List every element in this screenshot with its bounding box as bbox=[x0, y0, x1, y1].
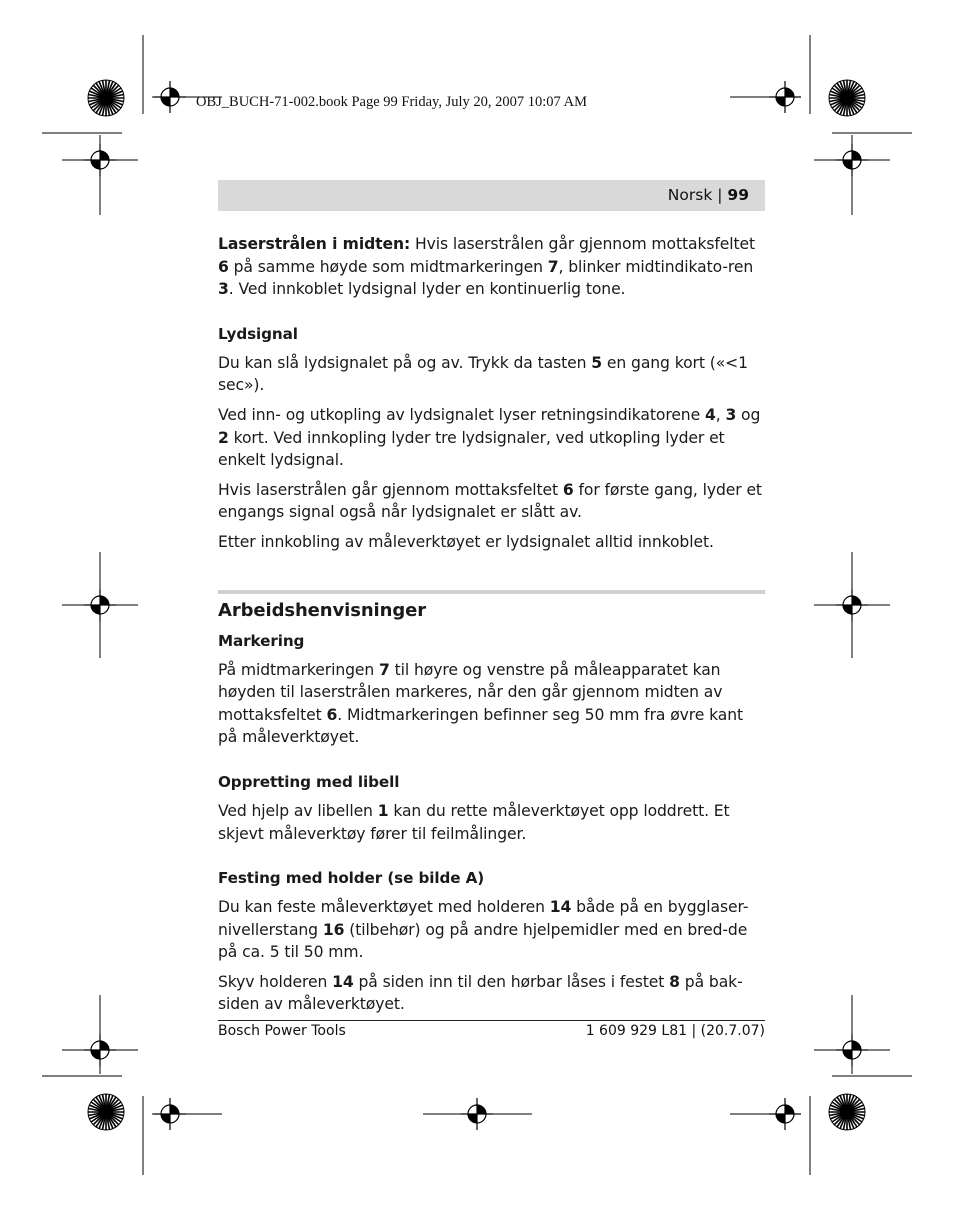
text-run: Ved hjelp av libellen bbox=[218, 801, 378, 820]
ref-number: 1 bbox=[377, 801, 389, 820]
header-separator: | bbox=[717, 186, 723, 204]
section-rule bbox=[218, 590, 765, 594]
text-run: , blinker midtindikato-ren bbox=[558, 257, 754, 276]
text-run: på bak-siden av måleverktøyet. bbox=[218, 972, 743, 1014]
center-paragraph bbox=[218, 233, 767, 301]
markering-paragraph bbox=[218, 659, 767, 749]
ref-number: 6 bbox=[218, 257, 229, 276]
lydsignal-paragraph-3 bbox=[218, 479, 767, 524]
lydsignal-paragraph-1 bbox=[218, 352, 767, 397]
ref-number: 8 bbox=[669, 972, 680, 991]
lydsignal-paragraph-2 bbox=[218, 404, 767, 472]
holder-heading: Festing med holder (se bilde A) bbox=[218, 869, 485, 888]
header-text bbox=[668, 186, 749, 204]
ref-number: 3 bbox=[218, 280, 229, 299]
page-body bbox=[218, 233, 767, 1023]
text-run: Hvis laserstrålen går gjennom mottaksfeltet bbox=[218, 480, 563, 499]
text-run: og bbox=[736, 405, 761, 424]
header-language: Norsk bbox=[667, 186, 713, 204]
text-run: , bbox=[715, 405, 726, 424]
ref-number: 5 bbox=[591, 353, 603, 372]
page-footer bbox=[218, 1020, 765, 1039]
page-header bbox=[218, 180, 765, 211]
ref-number: 6 bbox=[562, 480, 574, 499]
ref-number: 2 bbox=[218, 428, 229, 447]
libell-heading: Oppretting med libell bbox=[218, 772, 400, 791]
text-run: på siden inn til den hørbar låses i festet bbox=[353, 972, 670, 991]
text-run: Ved inn- og utkopling av lydsignalet lyser retningsindikatorene bbox=[218, 405, 705, 424]
text-run: en gang kort («<1 sec»). bbox=[218, 353, 748, 395]
text-run: . Ved innkoblet lydsignal lyder en kontinuerlig tone. bbox=[228, 280, 626, 299]
ref-number: 16 bbox=[322, 920, 345, 939]
ref-number: 3 bbox=[725, 405, 737, 424]
ref-number: 7 bbox=[379, 660, 390, 679]
text-run: både på en bygglaser-nivellerstang bbox=[218, 898, 749, 939]
text-run: for første gang, lyder et engangs signal også når lydsignalet er slått av. bbox=[218, 480, 762, 522]
ref-number: 4 bbox=[704, 405, 716, 424]
ref-number: 6 bbox=[326, 705, 338, 724]
holder-paragraph-1 bbox=[218, 896, 767, 964]
libell-paragraph bbox=[218, 800, 767, 845]
text-run: Hvis laserstrålen går gjennom mottaksfeltet bbox=[410, 235, 756, 253]
file-slug: OBJ_BUCH-71-002.book Page 99 Friday, July 20, 2007 10:07 AM bbox=[196, 94, 587, 110]
holder-paragraph-2 bbox=[218, 971, 767, 1016]
text-run: kort. Ved innkopling lyder tre lydsignaler, ved utkopling lyder et enkelt lydsignal. bbox=[218, 428, 725, 470]
lydsignal-heading: Lydsignal bbox=[218, 324, 298, 343]
text-run: til høyre og venstre på måleapparatet kan høyden til laserstrålen markeres, når den går gjennom midten av mottaksfeltet bbox=[218, 660, 723, 724]
text-run: . Midtmarkeringen befinner seg 50 mm fra øvre kant på måleverktøyet. bbox=[218, 705, 743, 747]
text-run: på samme høyde som midtmarkeringen bbox=[228, 257, 548, 276]
section-heading: Arbeidshenvisninger bbox=[218, 599, 426, 621]
ref-number: 7 bbox=[547, 257, 559, 276]
ref-number: 14 bbox=[332, 972, 354, 991]
footer-doc-number: 1 609 929 L81 | (20.7.07) bbox=[585, 1023, 765, 1039]
markering-heading: Markering bbox=[218, 631, 305, 650]
text-run: Skyv holderen bbox=[218, 972, 333, 991]
text-run: Du kan slå lydsignalet på og av. Trykk da tasten bbox=[218, 353, 592, 372]
ref-number: 14 bbox=[549, 898, 572, 917]
lydsignal-paragraph-4: Etter innkobling av måleverktøyet er lydsignalet alltid innkoblet. bbox=[218, 532, 714, 551]
text-run: På midtmarkeringen bbox=[218, 660, 380, 679]
footer-brand: Bosch Power Tools bbox=[218, 1023, 346, 1039]
center-lead: Laserstrålen i midten: bbox=[218, 235, 411, 253]
page-number: 99 bbox=[727, 186, 749, 204]
text-run: Du kan feste måleverktøyet med holderen bbox=[218, 898, 550, 917]
text-run: kan du rette måleverktøyet opp loddrett. Et skjevt måleverktøy fører til feilmålinger. bbox=[218, 801, 730, 843]
text-run: (tilbehør) og på andre hjelpemidler med en bred-de på ca. 5 til 50 mm. bbox=[218, 920, 748, 962]
